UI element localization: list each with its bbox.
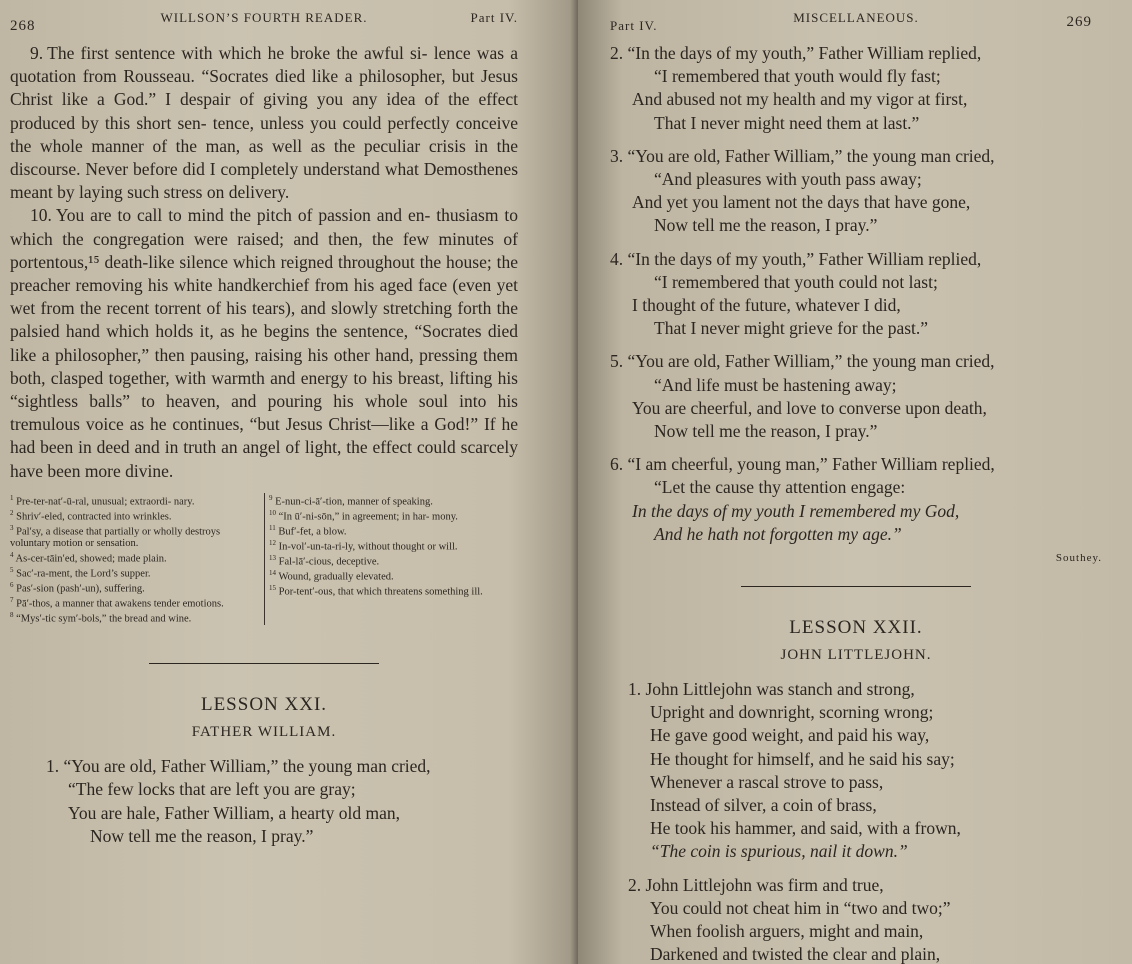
stanza-2: [610, 42, 1102, 135]
verse-line: 1. John Littlejohn was stanch and strong,: [628, 679, 915, 700]
verse-line: Darkened and twisted the clear and plain,: [650, 944, 941, 964]
verse-line: In the days of my youth I remembered my God,: [632, 500, 960, 521]
paragraph-number: 10.: [30, 205, 52, 226]
verse-line: “I remembered that youth could not last;: [654, 271, 938, 292]
stanza-1: [46, 755, 518, 848]
verse-line: 1. “You are old, Father William,” the young man cried,: [46, 756, 431, 777]
stanza-1: [628, 678, 1102, 864]
lesson-heading: LESSON XXII.: [789, 617, 923, 639]
paragraph-text: You are to call to mind the pitch of passion and en- thusiasm to which the congregation were raised; and then, the few minutes of portentous,¹⁵ death-like silence which reigned throughout the house; the preacher removing his white handkerchief from his aged face (even yet wet from the recent torrent of his tears), and slowly stretching forth the palsied hand which holds it, as he begins the sentence, “Socrates died like a philosopher,” then pausing, raising his other hand, pressing them both, clasped together, with warmth and energy to his breast, lifting his “sightless balls” to heaven, and pouring his whole soul into his tremulous voice as he continues, “but Jesus Christ—like a God!” If he had been in deed and in truth an angel of light, the effect could scarcely have been more divine.: [10, 205, 518, 481]
stanza-6: [610, 453, 1102, 546]
section-divider: [149, 663, 379, 664]
paragraph-text: The first sentence with which he broke the awful si- lence was a quotation from Rousseau. “Socrates died like a philosopher, but Jesus Christ like a God.” I despair of giving you any idea of the effect produced by this short sen- tence, unless you could perfectly conceive the whole manner of the man, as well as the peculiar crisis in the discourse. Never before did I completely understand what Demosthenes meant by laying such stress on delivery.: [10, 43, 518, 203]
verse-line: He took his hammer, and said, with a frown,: [650, 818, 961, 839]
verse-line: I thought of the future, whatever I did,: [632, 295, 901, 316]
verse-line: “And life must be hastening away;: [654, 374, 897, 395]
verse-line: 4. “In the days of my youth,” Father William replied,: [610, 248, 982, 269]
lesson-title: FATHER WILLIAM.: [191, 724, 337, 741]
verse-line: Upright and downright, scorning wrong;: [650, 702, 934, 723]
right-page-number: 269: [1066, 14, 1092, 30]
footnotes-left-column: [10, 493, 264, 625]
verse-line: 2. “In the days of my youth,” Father William replied,: [610, 43, 982, 63]
stanza-2: [628, 874, 1102, 964]
right-part-label: Part IV.: [610, 18, 658, 33]
verse-line: Now tell me the reason, I pray.”: [90, 825, 314, 846]
paragraph-10: [10, 204, 518, 482]
footnote: $^6$ Pas′-sion (pash′-un), suffering.: [10, 580, 145, 595]
footnote: $^{12}$ In-vol′-un-ta-ri-ly, without thought or will.: [269, 539, 458, 553]
right-running-title: MISCELLANEOUS.: [793, 10, 919, 25]
verse-line: “I remembered that youth would fly fast;: [654, 66, 941, 87]
footnote: $^{13}$ Fal-lā′-cious, deceptive.: [269, 554, 380, 568]
verse-line: 6. “I am cheerful, young man,” Father William replied,: [610, 454, 995, 475]
verse-line: And abused not my health and my vigor at first,: [632, 89, 968, 110]
footnote: $^1$ Pre-ter-nat′-ū-ral, unusual; extraordi- nary.: [10, 493, 195, 508]
verse-line: That I never might grieve for the past.”: [654, 318, 929, 339]
verse-line: 2. John Littlejohn was firm and true,: [628, 874, 884, 895]
verse-line: When foolish arguers, might and main,: [650, 921, 924, 942]
verse-line: And he hath not forgotten my age.”: [654, 523, 902, 544]
left-running-head: [10, 8, 518, 42]
footnote: $^{11}$ Buf′-fet, a blow.: [269, 524, 347, 538]
verse-line: “Let the cause thy attention engage:: [654, 477, 906, 498]
footnote: $^{14}$ Wound, gradually elevated.: [269, 569, 394, 583]
left-page-number: 268: [10, 18, 36, 34]
footnote: $^{15}$ Por-tent′-ous, that which threatens something ill.: [269, 584, 483, 598]
footnote: $^5$ Sac′-ra-ment, the Lord’s supper.: [10, 565, 151, 580]
verse-line: You could not cheat him in “two and two;”: [650, 897, 951, 918]
right-page: [578, 0, 1132, 964]
footnote: $^{10}$ “In ū′-ni-sōn,” in agreement; in har- mony.: [269, 508, 458, 523]
lesson-title: JOHN LITTLEJOHN.: [780, 647, 932, 664]
verse-line: “The coin is spurious, nail it down.”: [650, 841, 908, 862]
verse-line: He gave good weight, and paid his way,: [650, 725, 930, 746]
verse-line: Now tell me the reason, I pray.”: [654, 215, 878, 236]
verse-line: You are hale, Father William, a hearty old man,: [68, 802, 401, 823]
stanza-3: [610, 145, 1102, 238]
verse-line: Now tell me the reason, I pray.”: [654, 421, 878, 442]
footnote: $^8$ “Mys′-tic sym′-bols,” the bread and wine.: [10, 611, 192, 625]
footnote: $^4$ As-cer-tāin′ed, showed; made plain.: [10, 550, 167, 565]
footnote: $^3$ Pal′sy, a disease that partially or wholly destroys voluntary motion or sensation.: [10, 524, 221, 550]
footnotes-right-column: [264, 493, 518, 625]
footnotes: [10, 493, 518, 625]
footnote: $^9$ E-nun-ci-ā′-tion, manner of speaking.: [269, 493, 433, 508]
verse-line: That I never might need them at last.”: [654, 112, 920, 133]
left-running-title: WILLSON’S FOURTH READER.: [160, 10, 368, 25]
footnote: $^2$ Shriv′-eled, contracted into wrinkles.: [10, 508, 172, 523]
paragraph-number: 9.: [30, 43, 44, 63]
section-divider: [741, 586, 971, 587]
verse-line: “The few locks that are left you are gray;: [68, 779, 356, 800]
verse-line: 3. “You are old, Father William,” the young man cried,: [610, 145, 995, 166]
verse-line: 5. “You are old, Father William,” the young man cried,: [610, 351, 995, 372]
verse-line: Whenever a rascal strove to pass,: [650, 771, 884, 792]
left-part-label: Part IV.: [470, 10, 518, 25]
author-signature: Southey.: [1055, 552, 1102, 565]
stanza-4: [610, 248, 1102, 341]
verse-line: You are cheerful, and love to converse upon death,: [632, 397, 987, 418]
lesson-heading: LESSON XXI.: [200, 694, 328, 716]
verse-line: And yet you lament not the days that have gone,: [632, 192, 971, 213]
right-running-head: [610, 8, 1102, 42]
verse-line: He thought for himself, and he said his say;: [650, 748, 955, 769]
footnote: $^7$ Pā′-thos, a manner that awakens tender emotions.: [10, 596, 224, 610]
stanza-5: [610, 350, 1102, 443]
paragraph-9: [10, 42, 518, 204]
verse-line: “And pleasures with youth pass away;: [654, 169, 922, 190]
verse-line: Instead of silver, a coin of brass,: [650, 795, 877, 816]
